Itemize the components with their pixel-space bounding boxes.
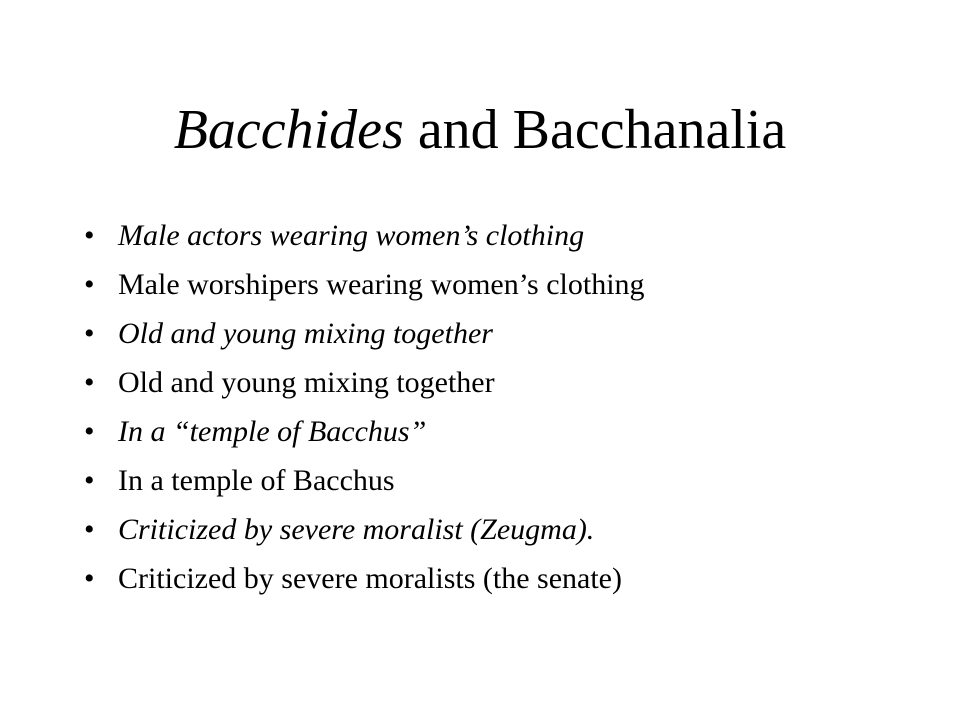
bullet-text: In a “temple of Bacchus”: [118, 415, 427, 448]
bullet-icon: •: [84, 464, 95, 497]
bullet-text: Old and young mixing together: [118, 366, 495, 399]
bullet-icon: •: [84, 268, 95, 301]
bullet-icon: •: [84, 219, 95, 252]
title-italic-part: Bacchides: [173, 99, 404, 161]
bullet-icon: •: [84, 415, 95, 448]
bullet-text: Criticized by severe moralist (Zeugma).: [118, 513, 595, 546]
bullet-text: Old and young mixing together: [118, 317, 493, 350]
bullet-icon: •: [84, 366, 95, 399]
bullet-icon: •: [84, 562, 95, 595]
bullet-text: Criticized by severe moralists (the senate): [118, 562, 622, 595]
bullet-icon: •: [84, 317, 95, 350]
bullet-icon: •: [84, 513, 95, 546]
slide-title: [0, 95, 960, 165]
bullet-text: In a temple of Bacchus: [118, 464, 395, 497]
bullet-text: Male actors wearing women’s clothing: [118, 219, 585, 252]
title-regular-part: and Bacchanalia: [403, 99, 787, 161]
bullet-text: Male worshipers wearing women’s clothing: [118, 268, 645, 301]
